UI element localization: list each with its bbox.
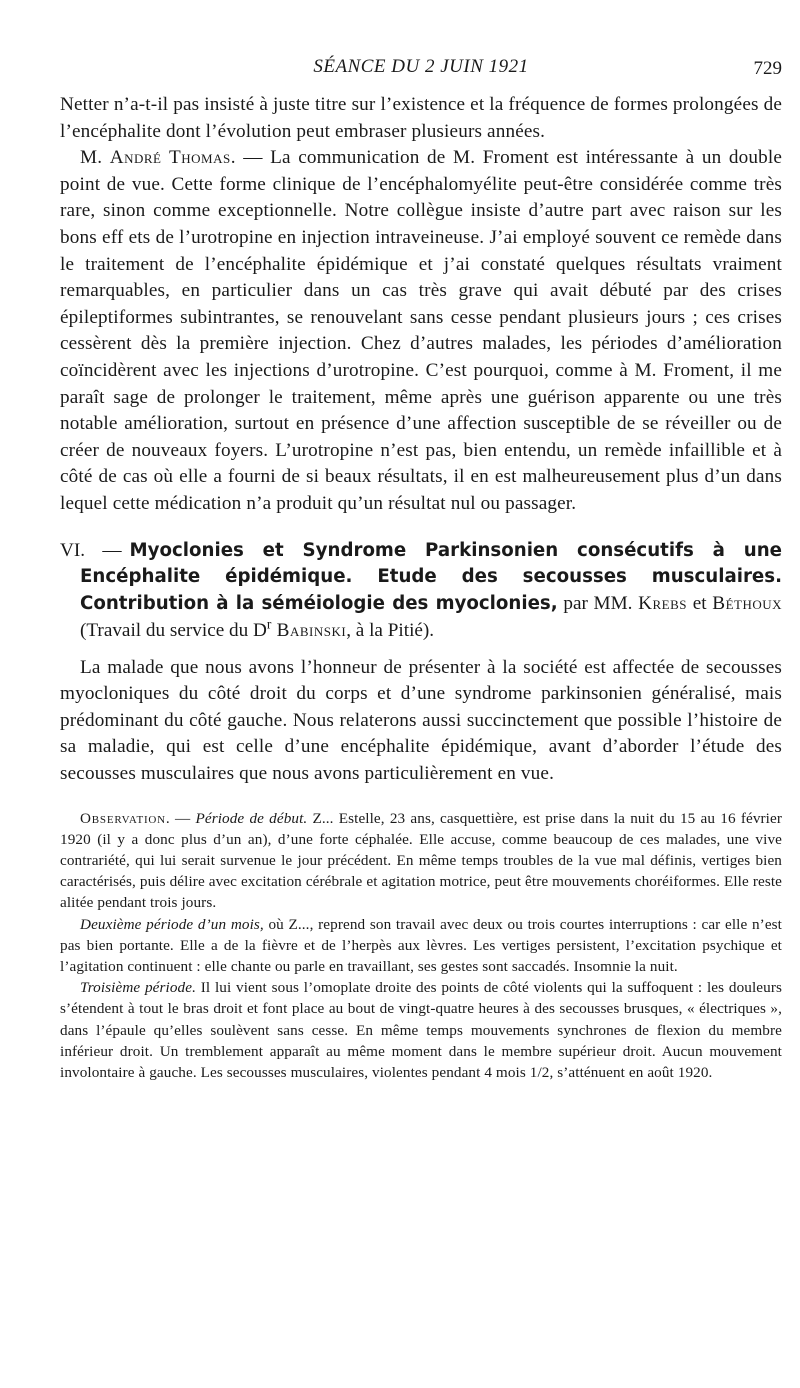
section-heading [60, 538, 782, 645]
speaker-prefix: M. [80, 147, 110, 169]
affiliation-sup: r [266, 616, 272, 632]
observation-label: Observation [80, 809, 166, 827]
speaker-name: André Thomas [109, 147, 231, 169]
period-2-text: où Z..., reprend son travail avec deux ou trois courtes interruptions : car elle n’est pas bien portante. Elle a de la fièvre et de l’herpès aux lèvres. Les vertiges persistent, l’excitation psychique et l’agitation continuent : elle chante ou parle en travaillant, ses gestes sont saccadés. Insomnie la nuit. [60, 915, 782, 976]
affiliation-pre: (Travail du service du D [80, 619, 267, 641]
paragraph-continuation: Netter n’a-t-il pas insisté à juste titre sur l’existence et la fréquence de formes prolongées de l’encéphalite dont l’évolution peut embraser plusieurs années. [60, 94, 782, 142]
affiliation-name: Babinski [271, 619, 347, 641]
period-1-label: Période de début. [195, 809, 308, 827]
observation-period-3 [60, 977, 782, 1083]
period-3-label: Troisième période. [80, 979, 196, 997]
section-and: et [687, 593, 713, 615]
period-3-text: Il lui vient sous l’omoplate droite des points de côté violents qui la suffoquent : les douleurs s’étendent à tout le bras droit et font place au bout de vingt-quatre heures à des secousses brusques, « électriques », dans l’épaule qu’elles soulèvent sans cesse. En même temps mouvements synchrones de flexion du membre inférieur droit. Un tremblement apparaît au même moment dans le membre supérieur droit. Aucun mouvement involontaire à gauche. Les secousses musculaires, violentes pendant 4 mois 1/2, s’atténuent en août 1920. [60, 979, 782, 1082]
period-2-label: Deuxième période d’un mois, [80, 915, 264, 933]
observation-period-1 [60, 808, 782, 914]
section-numeral: VI. — [60, 539, 122, 561]
speaker-text: . — La communication de M. Froment est intéressante à un double point de vue. Cette forme clinique de l’encéphalomyélite peut-être considérée comme très rare, sinon comme exceptionnelle. Notre collègue insiste d’autre part avec raison sur les bons eff ets de l’urotropine en injection intraveineuse. J’ai employé souvent ce remède dans le traitement de l’encéphalite épidémique et j’ai constaté quelques résultats vraiment remarquables, en particulier dans un cas très grave qui avait débuté par des crises épileptiformes subintrantes, se renouvelant sans cesse pendant plusieurs jours ; ces crises cessèrent dès la première injection. Chez d’autres malades, les périodes d’amélioration coïncidèrent avec les injections d’urotropine. C’est pourquoi, comme à M. Froment, il me paraît sage de prolonger le traitement, même après une guérison apparente ou une très notable amélioration, surtout en présence d’une affection susceptible de se réveiller ou de créer de nouveaux foyers. L’urotropine n’est pas, bien entendu, un remède infaillible et à côté de cas où elle a fourni de si beaux résultats, il en est malheureusement plus d’un dans lequel cette médication n’a produit qu’un résultat nul ou passager. [60, 147, 782, 514]
section-intro: La malade que nous avons l’honneur de présenter à la société est affectée de secousses myocloniques du côté droit du corps et d’une syndrome parkinsonien généralisé, mais prédominant du côté gauche. Nous relaterons aussi succinctement que possible l’histoire de sa maladie, qui est celle d’une encéphalite épidémique, avant d’aborder l’étude des secousses musculaires que nous avons particulièrement en vue. [60, 656, 782, 785]
period-1-text: Z... Estelle, 23 ans, casquettière, est prise dans la nuit du 15 au 16 février 1920 (il y a donc plus d’un an), d’une forte céphalée. Elle accuse, comme beaucoup de ces malades, une vive contrariété, qui lui serait survenue le jour précédent. En même temps troubles de la vue mal définis, vertiges bien caractérisés, puis délire avec excitation cérébrale et agitation motrice, peut être mouvements choréiformes. Elle reste alitée pendant trois jours. [60, 809, 783, 912]
body-text [60, 92, 782, 1083]
affiliation-post: , à la Pitié). [346, 619, 435, 641]
author-bethoux: Béthoux [712, 593, 782, 615]
page-number: 729 [753, 58, 782, 79]
observation-period-2 [60, 914, 782, 978]
page-header [60, 56, 782, 86]
running-head: SÉANCE DU 2 JUIN 1921 [313, 56, 529, 77]
author-krebs: Krebs [638, 593, 688, 615]
paragraph-andre-thomas [60, 145, 782, 517]
section-by: par MM. [557, 593, 639, 615]
observation-dash: . — [165, 809, 196, 827]
section-title: Myoclonies et Syndrome Parkinsonien consécutifs à une Encéphalite épidémique. Etude des secousses musculaires. Contribution à la séméiologie des myoclonies, [80, 539, 782, 615]
